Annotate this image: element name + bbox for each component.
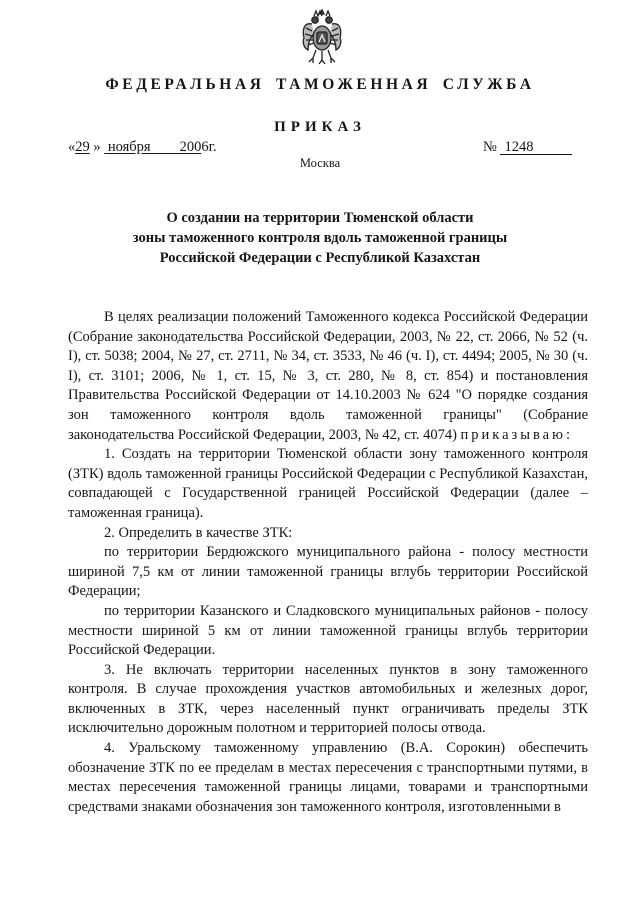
date-day: 29 <box>75 139 90 155</box>
date-month <box>104 139 179 155</box>
subject-line: Российской Федерации с Республикой Казахстан <box>159 250 481 266</box>
date-month-text: ноября <box>107 139 151 155</box>
order-date <box>68 139 217 156</box>
preamble-text: В целях реализации положений Таможенного кодекса Российской Федерации (Собрание законодательства Российской Федерации, 2003, № 22, ст. 2066, № 52 (ч. I), ст. 5038; 2004, № 27, ст. 2711, № 34, ст. 3533, № 46 (ч. I), ст. 4494; 2005, № 30 (ч. I), ст. 3101; 2006, № 1, ст. 15, № 3, ст. 280, № 8, ст. 854) и постановления Правительства Российской Федерации от 14.10.2003 № 624 "О порядке создания зон таможенного контроля вдоль таможенной границы" (Собрание законодательства Российской Федерации, 2003, № 42, ст. 4074) <box>68 309 588 443</box>
order-number <box>483 139 572 156</box>
agency-name: ФЕДЕРАЛЬНАЯ ТАМОЖЕННАЯ СЛУЖБА <box>105 76 535 93</box>
subject-line: О создании на территории Тюменской области <box>166 210 474 226</box>
date-year-suffix: г. <box>208 139 217 155</box>
clause-2: 2. Определить в качестве ЗТК: <box>104 524 293 541</box>
russian-coat-of-arms-icon <box>300 8 344 66</box>
subject-line: зоны таможенного контроля вдоль таможенной границы <box>132 230 508 246</box>
preamble-paragraph <box>68 308 588 445</box>
city: Москва <box>299 156 341 170</box>
date-year-digit: 6 <box>201 139 209 155</box>
document-body <box>68 308 588 817</box>
date-quote-close: » <box>93 139 101 155</box>
number-sign: № <box>483 139 497 155</box>
order-word: приказываю: <box>460 426 573 443</box>
clause-1: 1. Создать на территории Тюменской области зону таможенного контроля (ЗТК) вдоль таможенной границы Российской Федерации с Республикой Казахстан, совпадающей с Государственной границей Российской Федерации (далее – таможенная граница). <box>68 446 588 521</box>
clause-3: 3. Не включать территории населенных пунктов в зону таможенного контроля. В случае прохождения участков автомобильных и железных дорог, включенных в ЗТК, через населенный пункт ограничивать пределы ЗТК исключительно дорожным полотном и территорией полосы отвода. <box>68 661 588 737</box>
clause-2-item-b: по территории Казанского и Сладковского муниципальных районов - полосу местности шириной 5 км от линии таможенной границы вглубь территории Российской Федерации. <box>68 602 588 659</box>
document-type: ПРИКАЗ <box>274 119 366 135</box>
date-quote-open: « <box>68 139 76 155</box>
document-subject <box>0 208 640 268</box>
clause-2-item-a: по территории Бердюжского муниципального района - полосу местности шириной 7,5 км от линии таможенной границы вглубь территории Российской Федерации; <box>68 544 588 600</box>
date-year-prefix: 200 <box>179 139 202 155</box>
clause-4: 4. Уральскому таможенному управлению (В.А. Сорокин) обеспечить обозначение ЗТК по ее пределам в местах пересечения с транспортными путями, в местах пересечения таможенной границы лицами, товарами и транспортными средствами знаками обозначения зон таможенного контроля, изготовленными в <box>68 740 588 815</box>
number-value: 1248 <box>500 140 572 155</box>
